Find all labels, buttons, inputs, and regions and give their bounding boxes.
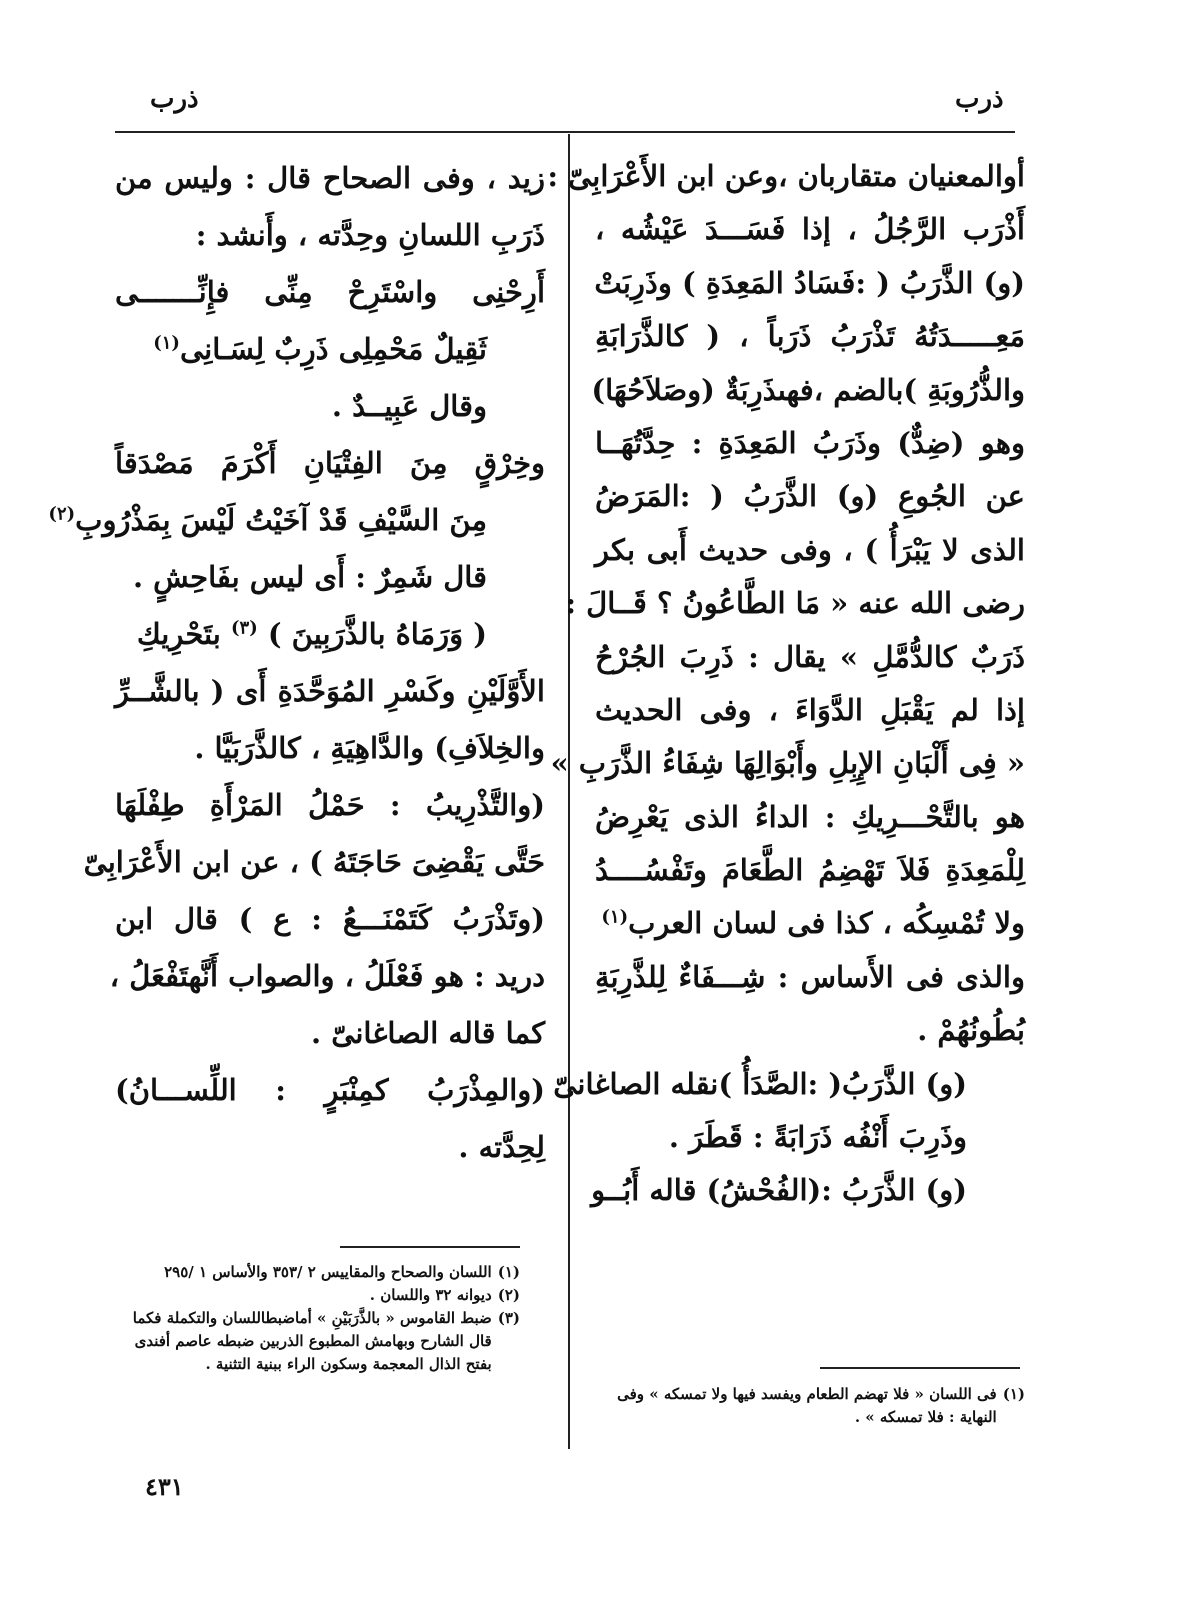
text-line: بُطُونُهُمْ . [917,1013,1025,1048]
footnote [115,1284,520,1307]
text-line: (و) الذَّرَبُ :(الفُحْشُ) قاله أَبُــو [591,1173,967,1208]
text-line: ذَرَبِ اللسانِ وحِدَّته ، وأَنشد : [195,218,545,252]
text-line: هو بالتَّحْـــرِيكِ : الداءُ الذى يَعْرِضُ [595,799,1025,834]
text-line-content: ولا تُمْسِكُه ، كذا فى لسان العرب [628,906,1025,941]
text-line: « فِى أَلْبَانِ الإِبِلِ وأَبْوَالِهَا شِفَاءُ الذَّرَبِ » [550,746,1025,781]
footnote-number: (٢) [497,1286,520,1304]
verse-line [48,492,545,549]
footnote-number: (١) [1002,1385,1025,1403]
footnote-text: اللسان والصحاح والمقاييس ٢ /٣٥٣ والأساس ١ /٢٩٥ [164,1263,492,1281]
text-line: (والتَّذْرِيبُ : حَمْلُ المَرْأَةِ طِفْلَهَا [115,788,545,822]
footnote-number: (٣) [497,1309,520,1327]
running-head-left: ذرب [150,84,199,114]
text-line: (و) الذَّرَبُ( :الصَّدَأُ )نقله الصاغانىّ [553,1066,967,1101]
text-line: (والمِذْرَبُ كمِنْبَرٍ : اللِّســـانُ) [115,1073,545,1107]
footnotes-left [115,1261,520,1376]
footnote-ref: (١) [153,332,180,354]
verse-line: وخِرْقٍ مِنَ الفِتْيَانِ أَكْرَمَ مَصْدَقاً [115,446,545,480]
footnote [115,1307,520,1376]
footnote-rule-right [820,1367,1020,1369]
footnote [115,1261,520,1284]
footnotes-right [595,1383,1025,1429]
text-line: (و) الذَّرَبُ ( :فَسَادُ المَعِدَةِ ) وذَرِبَتْ [594,265,1025,300]
footnote-number: (١) [497,1263,520,1281]
text-line: وهو (ضِدٌّ) وذَرَبُ المَعِدَةِ : حِدَّتُهَــا [595,425,1025,460]
page-number: ٤٣١ [145,1472,184,1501]
running-head-right: ذرب [955,84,1004,114]
text-line-tail: بتَحْرِيكِ [136,617,221,651]
text-line: والخِلاَفِ) والدَّاهِيَةِ ، كالذَّرَبَيَّا . [194,731,545,765]
text-line: ذَرَبٌ كالدُّمَّلِ » يقال : ذَرِبَ الجُرْحُ [595,639,1025,674]
text-line: إذا لم يَقْبَلِ الدَّوَاءَ ، وفى الحديث [595,692,1025,727]
text-line: الأَوَّلَيْنِ وكَسْرِ المُوَحَّدَةِ أَى ( بالشَّــرِّ [115,674,545,708]
verse-line: أَرِحْنِى واسْتَرِحْ مِنِّى فإِنِّـــــــى [115,275,545,309]
footnote-ref: (٣) [230,617,258,639]
verse-text: مِنَ السَّيْفِ قَدْ آخَيْتُ لَيْسَ بِمَذْرُوبِ [75,503,487,537]
text-line: عن الجُوعِ (و) الذَّرَبُ ( :المَرَضُ [595,479,1025,514]
text-line: زيد ، وفى الصحاح قال : وليس من [115,161,545,195]
footnote-text: فى اللسان « فلا تهضم الطعام ويفسد فيها ولا تمسكه » وفى النهاية : فلا تمسكه » . [617,1385,997,1426]
footnote-text: ديوانه ٣٢ واللسان . [369,1286,492,1304]
text-line-content: ( وَرَمَاهُ بالذَّرَبِينَ ) [267,617,487,651]
text-line [115,606,545,663]
text-line: وقال عَبِيــدٌ . [331,389,487,423]
text-line: قال شَمِرٌ : أَى ليس بفَاحِشٍ . [132,560,487,594]
footnote-ref: (١) [601,906,629,928]
text-line: أَذْرَب الرَّجُلُ ، إذا فَسَـــدَ عَيْشُه ، [595,212,1025,247]
text-line: لِحِدَّته . [458,1130,545,1164]
text-line: كما قاله الصاغانىّ . [311,1016,545,1050]
column-divider [568,134,570,1449]
text-line: رضى الله عنه « مَا الطَّاعُونُ ؟ قَــالَ : [565,586,1025,621]
text-line: الذى لا يَبْرَأُ ) ، وفى حديث أَبى بكر [595,532,1025,567]
verse-line [115,321,545,378]
text-line: أوالمعنيان متقاربان ،وعن ابن الأَعْرَابِىّ : [547,159,1025,193]
footnote-rule-left [340,1246,520,1248]
text-line: لِلْمَعِدَةِ فَلاَ تَهْضِمُ الطَّعَامَ وتَفْسُــــدُ [595,853,1025,888]
right-column [547,150,1025,1218]
footnote-ref: (٢) [48,503,76,525]
footnote [595,1383,1025,1429]
footnote-text: ضبط القاموس « بالذَّرَبَيْنِ » أماضبطاللسان والتكملة فكما قال الشارح وبهامش المطبوع الذربين ضبطه عاصم أفندى بفتح الذال المعجمة وسكون الراء ببنية التثنية . [132,1309,492,1373]
text-line: دريد : هو فَعْلَلُ ، والصواب أَنَّهتَفْعَلُ ، [109,959,545,993]
header-rule [115,131,1015,133]
text-line [595,897,1025,950]
text-line: مَعِـــــدَتُهُ تَذْرَبُ ذَرَباً ، ( كالذَّرَابَةِ [595,319,1025,354]
text-line: والذى فى الأَساس : شِـــفَاءٌ لِلذَّرِبَةِ [595,959,1025,994]
text-line: وذَرِبَ أَنْفُه ذَرَابَةً : قَطَرَ . [668,1120,967,1155]
left-column [48,150,545,1176]
text-line: والذُّرُوبَةِ )بالضم ،فهىذَرِبَةٌ (وصَلاَحُهَا) [591,372,1025,407]
text-line: (وتَذْرَبُ كَتَمْنَـــعُ : ع ) قال ابن [115,902,545,936]
verse-text: ثَقِيلٌ مَحْمِلِى ذَرِبٌ لِسَـانِى [179,332,487,366]
text-line: حَتَّى يَقْضِىَ حَاجَتَهُ ) ، عن ابن الأَعْرَابِىّ [83,845,545,879]
